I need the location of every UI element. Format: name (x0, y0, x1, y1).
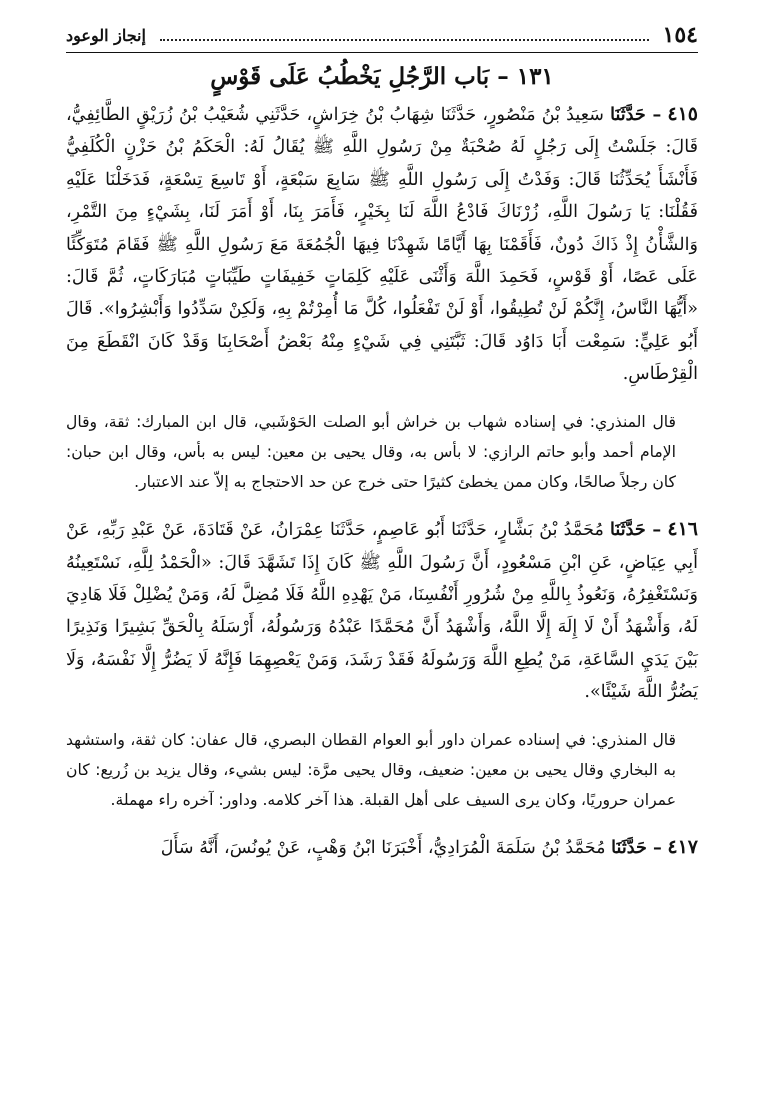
commentary-mundhiri-2: قال المنذري: في إسناده عمران داور أبو العوام القطان البصري، قال عفان: كان ثقة، واستشهد به البخاري وقال يحيى بن معين: ضعيف، وقال يحيى مرَّة: ليس بشيء، وقال يزيد بن زُريع: كان عمران حروريًا، وكان يرى السيف على أهل القبلة. هذا آخر كلامه. وداور: آخره راء مهملة. (66, 730, 676, 810)
narration-opener-word: حَدَّثَنَا (611, 837, 647, 859)
running-header (66, 22, 698, 48)
hadith-number: ٤١٦ (667, 518, 698, 541)
narration-opener: – حَدَّثَنَا (611, 837, 662, 859)
page-number: ١٥٤ (662, 22, 698, 48)
hadith-number: ٤١٥ (667, 103, 699, 125)
narration-opener-word: حَدَّثَنَا (610, 519, 646, 541)
hadith-number: ٤١٧ (667, 836, 698, 859)
hadith-text: سَعِيدُ بْنُ مَنْصُورٍ، حَدَّثَنَا شِهَابُ بْنُ خِرَاشٍ، حَدَّثَنِي شُعَيْبُ بْنُ زُرَيْقٍ الطَّائِفِيُّ، قَالَ: جَلَسْتُ إِلَى رَجُلٍ لَهُ صُحْبَةٌ مِنْ رَسُولِ اللَّهِ ﷺ يُقَالُ لَهُ: الْحَكَمُ بْنُ حَزْنٍ الْكُلَفِيُّ فَأَنْشَأَ يُحَدِّثُنَا قَالَ: وَفَدْتُ إِلَى رَسُولِ اللَّهِ ﷺ سَابِعَ سَبْعَةٍ، أَوْ تَاسِعَ تِسْعَةٍ، فَدَخَلْنَا عَلَيْهِ فَقُلْنَا: يَا رَسُولَ اللَّهِ، زُرْنَاكَ فَادْعُ اللَّهَ لَنَا بِخَيْرٍ، فَأَمَرَ بِنَا، أَوْ أَمَرَ لَنَا، بِشَيْءٍ مِنَ التَّمْرِ، وَالشَّأْنُ إِذْ ذَاكَ دُونٌ، فَأَقَمْنَا بِهَا أَيَّامًا شَهِدْنَا فِيهَا الْجُمُعَةَ مَعَ رَسُولِ اللَّهِ ﷺ فَقَامَ مُتَوَكِّئًا عَلَى عَصًا، أَوْ قَوْسٍ، فَحَمِدَ اللَّهَ وَأَثْنَى عَلَيْهِ كَلِمَاتٍ خَفِيفَاتٍ طَيِّبَاتٍ مُبَارَكَاتٍ، ثُمَّ قَالَ: «أَيُّهَا النَّاسُ، إِنَّكُمْ لَنْ تُطِيقُوا، أَوْ لَنْ تَفْعَلُوا، كُلَّ مَا أُمِرْتُمْ بِهِ، وَلَكِنْ سَدِّدُوا وَأَبْشِرُوا». قَالَ أَبُو عَلِيٍّ: سَمِعْت أَبَا دَاوُد قَالَ: ثَبَّتَنِي فِي شَيْءٍ مِنْهُ بَعْضُ أَصْحَابِنَا وَقَدْ كَانَ انْقَطَعَ مِنَ الْقِرْطَاسِ. (66, 105, 698, 385)
book-title: إنجاز الوعود (66, 25, 146, 45)
header-dot-leader (160, 29, 649, 41)
hadith-415 (66, 98, 698, 391)
chapter-title: ١٣١ – بَاب الرَّجُلِ يَخْطُبُ عَلَى قَوْسٍ (210, 63, 554, 90)
hadith-417 (66, 831, 698, 864)
hadith-416 (66, 513, 698, 708)
header-rule (66, 52, 698, 53)
commentary-mundhiri-1: قال المنذري: في إسناده شهاب بن خراش أبو الصلت الحَوْشَبي، قال ابن المبارك: ثقة، وقال الإمام أحمد وأبو حاتم الرازي: لا بأس به، وقال يحيى بن معين: ليس به بأس، وقال ابن حبان: كان رجلاً صالحًا، وكان ممن يخطئ كثيرًا حتى خرج عن حد الاحتجاج به إلاّ عند الاعتبار. (66, 412, 676, 492)
narration-opener: – حَدَّثَنَا (610, 519, 662, 541)
narration-opener: – حَدَّثَنَا (610, 104, 662, 125)
hadith-text: مُحَمَّدُ بْنُ سَلَمَةَ الْمُرَادِيُّ، أَخْبَرَنَا ابْنُ وَهْبٍ، عَنْ يُونُسَ، أَنَّهُ سَأَلَ (160, 838, 606, 859)
narration-opener-word: حَدَّثَنَا (610, 104, 646, 125)
hadith-text: مُحَمَّدُ بْنُ بَشَّارٍ، حَدَّثَنَا أَبُو عَاصِمٍ، حَدَّثَنَا عِمْرَانُ، عَنْ قَتَادَةَ، عَنْ عَبْدِ رَبِّهِ، عَنْ أَبِي عِيَاضٍ، عَنِ ابْنِ مَسْعُودٍ، أَنَّ رَسُولَ اللَّهِ ﷺ كَانَ إِذَا تَشَهَّدَ قَالَ: «الْحَمْدُ لِلَّهِ، نَسْتَعِينُهُ وَنَسْتَغْفِرُهُ، وَنَعُوذُ بِاللَّهِ مِنْ شُرُورِ أَنْفُسِنَا، مَنْ يَهْدِهِ اللَّهُ فَلَا مُضِلَّ لَهُ، وَمَنْ يُضْلِلْ فَلَا هَادِيَ لَهُ، وَأَشْهَدُ أَنْ لَا إِلَهَ إِلَّا اللَّهُ، وَأَشْهَدُ أَنَّ مُحَمَّدًا عَبْدُهُ وَرَسُولُهُ، أَرْسَلَهُ بِالْحَقِّ بَشِيرًا وَنَذِيرًا بَيْنَ يَدَيِ السَّاعَةِ، مَنْ يُطِعِ اللَّهَ وَرَسُولَهُ فَقَدْ رَشَدَ، وَمَنْ يَعْصِهِمَا فَإِنَّهُ لَا يَضُرُّ إِلَّا نَفْسَهُ، وَلَا يَضُرُّ اللَّهَ شَيْئًا». (66, 520, 698, 703)
